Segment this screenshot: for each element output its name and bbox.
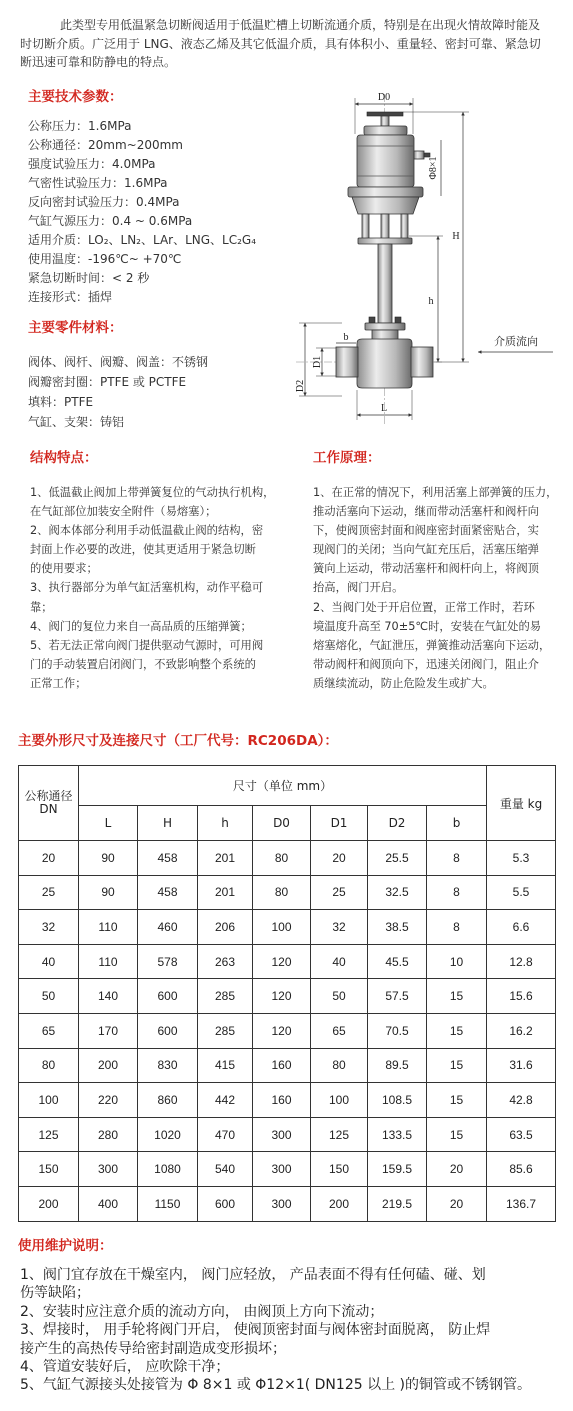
table-cell: 133.5: [368, 1117, 427, 1152]
valve-body: [336, 339, 433, 388]
table-row: [19, 944, 556, 979]
extension-tube: [378, 244, 392, 323]
maintenance-text: [20, 1266, 531, 1395]
table-row: [19, 910, 556, 945]
table-cell: 415: [198, 1048, 253, 1083]
table-cell: 100: [253, 910, 311, 945]
table-cell: 65: [311, 1013, 368, 1048]
table-cell: 16.2: [487, 1013, 556, 1048]
table-cell: 25: [311, 875, 368, 910]
table-cell: 540: [198, 1152, 253, 1187]
flow-direction: [478, 334, 553, 352]
table-cell: 219.5: [368, 1186, 427, 1221]
h-dimension: [409, 236, 443, 362]
table-cell: 90: [79, 875, 138, 910]
table-cell: 125: [311, 1117, 368, 1152]
table-cell: 120: [253, 979, 311, 1014]
structure-line: 4、阀门的复位力来自一高品质的压缩弹簧；: [30, 619, 252, 633]
table-cell: 85.6: [487, 1152, 556, 1187]
table-row: [19, 875, 556, 910]
maintenance-line: 2、安装时应注意介质的流动方向， 由阀顶上方向下流动；: [20, 1303, 384, 1320]
d2-label: D2: [295, 379, 306, 393]
table-cell: 160: [253, 1048, 311, 1083]
table-cell: 1150: [138, 1186, 198, 1221]
table-row: [19, 1013, 556, 1048]
table-cell: 15.6: [487, 979, 556, 1014]
material-item: 阀瓣密封圈：PTFE 或 PCTFE: [28, 375, 187, 389]
column-header-d0: D0: [253, 806, 311, 841]
table-cell: 100: [311, 1083, 368, 1118]
table-cell: 8: [427, 910, 487, 945]
table-cell: 15: [427, 1083, 487, 1118]
tech-param-item: 气缸气源压力：0.4 ~ 0.6MPa: [28, 214, 193, 228]
structure-line: 门的手动装置启闭阀门，不致影响整个系统的: [30, 657, 256, 671]
principle-text: [313, 483, 557, 693]
body-casting: [357, 339, 412, 388]
table-cell: 201: [198, 841, 253, 876]
b-label: b: [343, 332, 349, 343]
table-cell: 65: [19, 1013, 79, 1048]
table-cell: 150: [19, 1152, 79, 1187]
maintenance-line: 3、焊接时， 用手轮将阀门开启， 使阀顶密封面与阀体密封面脱离， 防止焊: [20, 1322, 491, 1339]
structure-line: 5、若无法正常向阀门提供驱动气源时，可用阀: [30, 638, 264, 652]
table-cell: 32: [19, 910, 79, 945]
table-cell: 15: [427, 979, 487, 1014]
tech-param-item: 紧急切断时间：< 2 秒: [28, 271, 150, 285]
table-cell: 200: [79, 1048, 138, 1083]
table-cell: 32: [311, 910, 368, 945]
tech-params-list: [28, 117, 256, 307]
intro-line: 时切断介质。广泛用于 LNG、液态乙烯及其它低温介质，具有体积小、重量轻、密封可靠、紧急切: [20, 36, 541, 51]
tech-param-item: 公称压力：1.6MPa: [28, 119, 132, 133]
principle-line: 簧向上运动，带动活塞杆和阀杆向上，将阀顶: [313, 562, 539, 576]
table-cell: 89.5: [368, 1048, 427, 1083]
tech-param-item: 适用介质：LO₂、LN₂、LAr、LNG、LC₂G₄: [28, 233, 257, 247]
material-item: 气缸、支架：铸铝: [28, 415, 125, 429]
table-cell: 70.5: [368, 1013, 427, 1048]
table-row: [19, 1152, 556, 1187]
table-row: [19, 1186, 556, 1221]
table-cell: 8: [427, 875, 487, 910]
actuator-body: [357, 135, 414, 187]
valve-drawing: [285, 82, 565, 427]
table-cell: 400: [79, 1186, 138, 1221]
valve-stem: [381, 214, 389, 239]
flow-label: 介质流向: [494, 335, 538, 348]
principle-line: 境温度升高至 70±5℃时，安装在气缸处的易: [313, 619, 542, 633]
size-header: 尺寸（单位 mm）: [79, 766, 487, 806]
material-item: 阀体、阀杆、阀瓣、阀盖：不锈钢: [28, 355, 209, 369]
table-cell: 80: [311, 1048, 368, 1083]
weight-header: 重量 kg: [487, 766, 556, 841]
table-cell: 300: [79, 1152, 138, 1187]
table-cell: 108.5: [368, 1083, 427, 1118]
principle-line: 抬高，阀门开启。: [313, 581, 404, 595]
table-cell: 15: [427, 1117, 487, 1152]
h-total-label: H: [452, 231, 460, 242]
table-cell: 263: [198, 944, 253, 979]
table-cell: 120: [253, 1013, 311, 1048]
table-cell: 300: [253, 1117, 311, 1152]
socket-right: [411, 347, 433, 377]
handwheel: [367, 112, 403, 126]
table-cell: 578: [138, 944, 198, 979]
intro-line: 此类型专用低温紧急切断阀适用于低温贮槽上切断流通介质，特别是在出现火情故障时能及: [60, 18, 541, 32]
pipe-size-label: Φ8×1: [428, 156, 439, 180]
table-row: [19, 979, 556, 1014]
table-body: [19, 841, 556, 1222]
handwheel-stem: [381, 116, 389, 126]
table-cell: 110: [79, 910, 138, 945]
dimension-table: [18, 765, 556, 1222]
table-cell: 1020: [138, 1117, 198, 1152]
gas-fitting-tip: [424, 153, 430, 157]
table-cell: 600: [138, 979, 198, 1014]
tech-param-item: 反向密封试验压力：0.4MPa: [28, 195, 180, 209]
table-cell: 20: [427, 1186, 487, 1221]
table-cell: 25: [19, 875, 79, 910]
table-cell: 80: [19, 1048, 79, 1083]
structure-text: [30, 483, 274, 693]
table-cell: 40: [311, 944, 368, 979]
gland-nut: [395, 317, 401, 323]
structure-line: 正常工作；: [30, 676, 87, 690]
structure-line: 的使用要求；: [30, 562, 98, 576]
maintenance-heading: 使用维护说明：: [18, 1238, 113, 1254]
table-cell: 20: [311, 841, 368, 876]
table-cell: 5.3: [487, 841, 556, 876]
table-row: [19, 1048, 556, 1083]
table-cell: 31.6: [487, 1048, 556, 1083]
pipe-size-dimension: [428, 140, 441, 196]
l-label: L: [380, 403, 388, 414]
dimensions-heading: 主要外形尺寸及连接尺寸（工厂代号：RC206DA）：: [18, 733, 338, 749]
table-cell: 25.5: [368, 841, 427, 876]
structure-line: 1、低温截止阀加上带弹簧复位的气动执行机构，: [30, 486, 275, 499]
table-cell: 50: [311, 979, 368, 1014]
principle-heading: 工作原理：: [313, 450, 381, 466]
table-cell: 110: [79, 944, 138, 979]
actuator-cylinder: [357, 126, 414, 187]
b-dimension: [336, 332, 356, 343]
column-header-d1: D1: [311, 806, 368, 841]
table-cell: 150: [311, 1152, 368, 1187]
gas-fitting: [414, 151, 424, 159]
d0-label: D0: [377, 92, 391, 103]
structure-line: 2、阀本体部分利用手动低温截止阀的结构，密: [30, 524, 264, 538]
principle-line: 下，使阀顶密封面和阀座密封面紧密贴合，实: [313, 524, 539, 538]
table-cell: 120: [253, 944, 311, 979]
table-cell: 300: [253, 1186, 311, 1221]
table-cell: 200: [19, 1186, 79, 1221]
dn-header-unit: DN: [39, 802, 58, 816]
table-header-row: [19, 766, 556, 806]
table-cell: 470: [198, 1117, 253, 1152]
table-cell: 300: [253, 1152, 311, 1187]
column-header-h-total: H: [138, 806, 198, 841]
table-cell: 100: [19, 1083, 79, 1118]
table-cell: 285: [198, 979, 253, 1014]
table-cell: 285: [198, 1013, 253, 1048]
table-cell: 40: [19, 944, 79, 979]
tech-params-heading: 主要技术参数：: [28, 89, 123, 105]
table-cell: 20: [427, 1152, 487, 1187]
table-cell: 15: [427, 1048, 487, 1083]
structure-line: 封面上作必要的改进，使其更适用于紧急切断: [30, 543, 256, 557]
table-cell: 860: [138, 1083, 198, 1118]
principle-line: 现阀门的关闭；当向气缸充压后，活塞压缩弹: [313, 543, 539, 557]
tech-param-item: 连接形式：插焊: [28, 290, 113, 304]
table-cell: 12.8: [487, 944, 556, 979]
table-cell: 140: [79, 979, 138, 1014]
column-header-h: h: [198, 806, 253, 841]
principle-line: 带动阀杆和阀顶向下，迅速关闭阀门，阻止介: [313, 657, 539, 671]
table-cell: 80: [253, 841, 311, 876]
table-cell: 460: [138, 910, 198, 945]
principle-line: 推动活塞向下运动，继而带动活塞杆和阀杆向: [313, 505, 539, 519]
maintenance-line: 接产生的高热传导给密封副造成变形损坏；: [20, 1340, 286, 1357]
table-cell: 159.5: [368, 1152, 427, 1187]
table-cell: 600: [138, 1013, 198, 1048]
bonnet: [372, 330, 398, 340]
table-cell: 830: [138, 1048, 198, 1083]
maintenance-line: 4、管道安装好后， 应吹除干净；: [20, 1359, 230, 1376]
table-cell: 8: [427, 841, 487, 876]
table-cell: 42.8: [487, 1083, 556, 1118]
table-cell: 6.6: [487, 910, 556, 945]
principle-line: 1、在正常的情况下，利用活塞上部弹簧的压力，: [313, 486, 558, 499]
table-cell: 442: [198, 1083, 253, 1118]
table-row: [19, 841, 556, 876]
table-cell: 90: [79, 841, 138, 876]
table-cell: 38.5: [368, 910, 427, 945]
intro-line: 断迅速可靠和防静电的特点。: [20, 55, 177, 69]
actuator-cap: [364, 126, 407, 135]
column-header-l: L: [79, 806, 138, 841]
dn-header: [19, 766, 79, 841]
structure-line: 在气缸部位加装安全附件（易熔塞）；: [30, 505, 217, 519]
table-cell: 458: [138, 841, 198, 876]
material-item: 填料：PTFE: [28, 395, 94, 409]
spring-housing: [352, 197, 419, 214]
column-header-d2: D2: [368, 806, 427, 841]
maintenance-line: 1、阀门宜存放在干燥室内， 阀门应轻放， 产品表面不得有任何磕、碰、划: [20, 1267, 486, 1283]
table-cell: 50: [19, 979, 79, 1014]
table-row: [19, 1117, 556, 1152]
yoke: [348, 187, 423, 244]
table-cell: 15: [427, 1013, 487, 1048]
table-cell: 160: [253, 1083, 311, 1118]
table-cell: 600: [198, 1186, 253, 1221]
yoke-leg-left: [362, 214, 369, 239]
gland-flange: [365, 323, 405, 330]
table-cell: 280: [79, 1117, 138, 1152]
table-cell: 200: [311, 1186, 368, 1221]
socket-left: [336, 347, 358, 377]
structure-line: 3、执行器部分为单气缸活塞机构，动作平稳可: [30, 581, 264, 595]
maintenance-line: 伤等缺陷；: [20, 1285, 90, 1302]
gland-nut: [369, 317, 375, 323]
table-cell: 125: [19, 1117, 79, 1152]
table-cell: 1080: [138, 1152, 198, 1187]
table-cell: 136.7: [487, 1186, 556, 1221]
tech-param-item: 使用温度：-196℃~ +70℃: [28, 252, 182, 266]
table-cell: 220: [79, 1083, 138, 1118]
tech-param-item: 强度试验压力：4.0MPa: [28, 157, 156, 171]
maintenance-line: 5、气缸气源接头处接管为 Φ 8×1 或 Φ12×1( DN125 以上 )的铜管或不锈钢管。: [20, 1377, 531, 1394]
structure-line: 靠；: [30, 600, 53, 614]
table-cell: 57.5: [368, 979, 427, 1014]
table-cell: 201: [198, 875, 253, 910]
intro-paragraph: [20, 16, 541, 72]
table-cell: 20: [19, 841, 79, 876]
table-cell: 170: [79, 1013, 138, 1048]
spring-housing-flange: [348, 187, 423, 197]
table-cell: 10: [427, 944, 487, 979]
column-header-b: b: [427, 806, 487, 841]
table-cell: 63.5: [487, 1117, 556, 1152]
principle-line: 熔塞熔化，气缸泄压，弹簧推动活塞向下运动，: [313, 638, 551, 652]
yoke-base: [358, 238, 412, 244]
table-row: [19, 1083, 556, 1118]
table-cell: 32.5: [368, 875, 427, 910]
h-label: h: [428, 296, 434, 307]
materials-heading: 主要零件材料：: [28, 320, 123, 336]
table-cell: 45.5: [368, 944, 427, 979]
structure-heading: 结构特点：: [30, 450, 98, 466]
table-subheader-row: [19, 806, 556, 841]
dn-header-label: 公称通径: [24, 789, 73, 803]
tech-param-item: 气密性试验压力：1.6MPa: [28, 176, 168, 190]
principle-line: 2、当阀门处于开启位置，正常工作时，若环: [313, 600, 535, 614]
table-cell: 80: [253, 875, 311, 910]
tech-param-item: 公称通径：20mm~200mm: [28, 138, 183, 152]
table-cell: 206: [198, 910, 253, 945]
yoke-leg-right: [401, 214, 408, 239]
principle-line: 质继续流动，防止危险发生或扩大。: [313, 676, 494, 690]
d1-label: D1: [312, 355, 323, 369]
table-cell: 458: [138, 875, 198, 910]
table-cell: 5.5: [487, 875, 556, 910]
materials-list: [28, 352, 208, 432]
handwheel-bar: [367, 112, 403, 116]
